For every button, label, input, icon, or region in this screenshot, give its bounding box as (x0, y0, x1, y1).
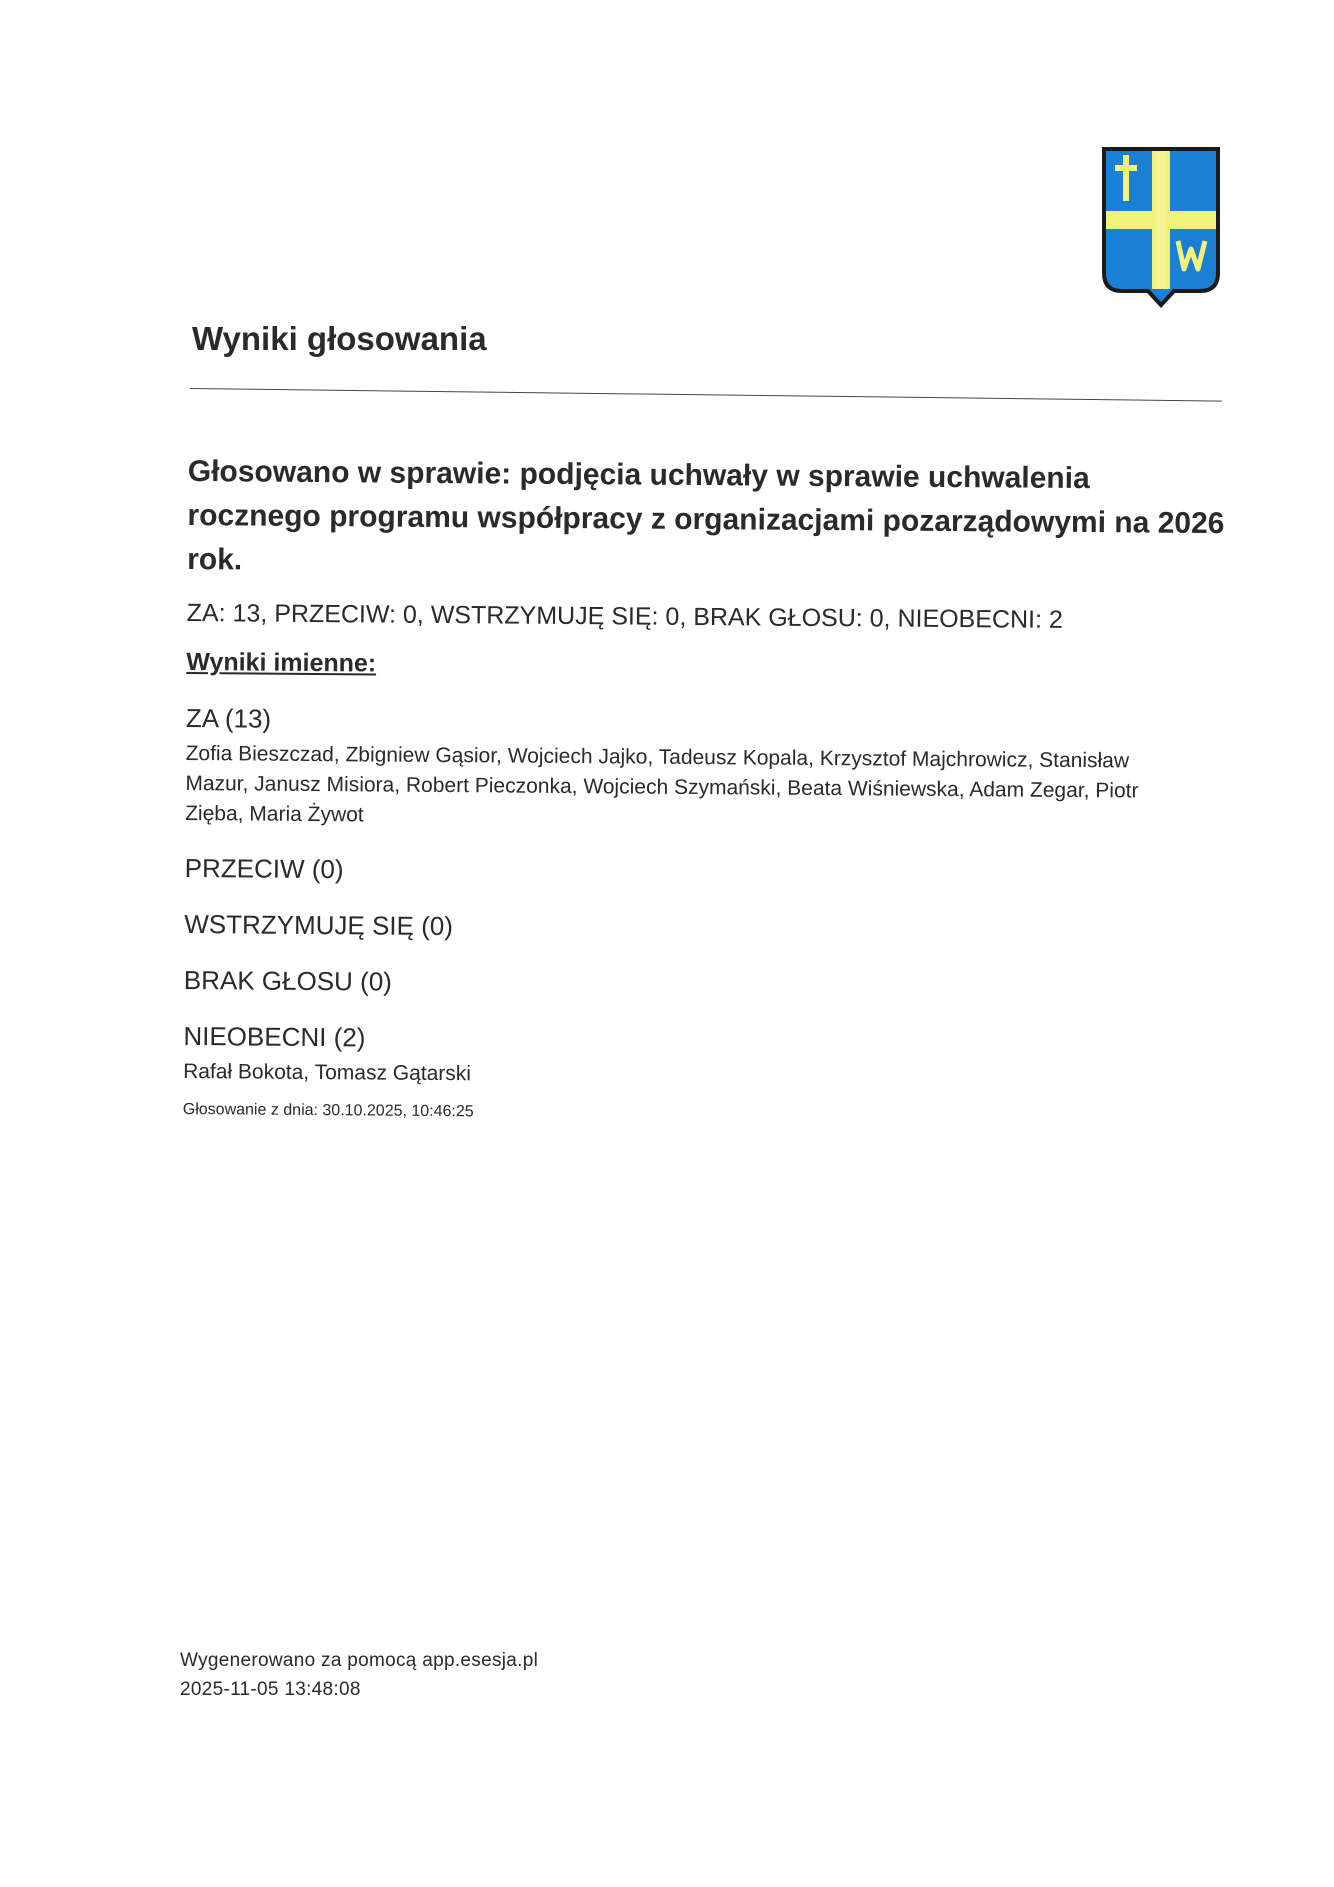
title-divider (190, 388, 1222, 402)
group-names: Rafał Bokota, Tomasz Gątarski (183, 1059, 472, 1086)
group-against (185, 851, 1225, 893)
group-absent (183, 1019, 1224, 1095)
vote-subject: Głosowano w sprawie: podjęcia uchwały w sprawie uchwalenia rocznego programu współpracy z organizacjami pozarządowymi na 2026 rok. (187, 454, 1225, 577)
footer (180, 1646, 538, 1704)
footer-generated: Wygenerowano za pomocą app.esesja.pl (180, 1650, 539, 1671)
vote-date: Głosowanie z dnia: 30.10.2025, 10:46:25 (182, 1100, 474, 1121)
page-title: Wyniki głosowania (192, 320, 487, 357)
group-names: Zofia Bieszczad, Zbigniew Gąsior, Wojciech Jajko, Tadeusz Kopala, Krzysztof Majchrowicz, Stanisław Mazur, Janusz Misiora, Robert Pieczonka, Wojciech Szymański, Beata Wiśniewska, Adam Zegar, Piotr Zięba, Maria Żywot (185, 741, 1139, 827)
group-heading: ZA (13) (185, 702, 272, 734)
group-heading: WSTRZYMUJĘ SIĘ (0) (184, 908, 454, 942)
group-heading: BRAK GŁOSU (0) (183, 964, 393, 997)
vote-summary: ZA: 13, PRZECIW: 0, WSTRZYMUJĘ SIĘ: 0, BRAK GŁOSU: 0, NIEOBECNI: 2 (186, 598, 1063, 634)
group-abstain (184, 907, 1224, 949)
group-heading: PRZECIW (0) (184, 852, 344, 885)
footer-timestamp: 2025-11-05 13:48:08 (180, 1679, 361, 1700)
results-label: Wyniki imienne: (186, 647, 377, 678)
group-for (185, 701, 1226, 837)
group-no-vote (184, 963, 1224, 1005)
coat-of-arms-icon (1100, 145, 1222, 309)
group-heading: NIEOBECNI (2) (183, 1020, 366, 1053)
vote-content (183, 450, 1228, 1127)
